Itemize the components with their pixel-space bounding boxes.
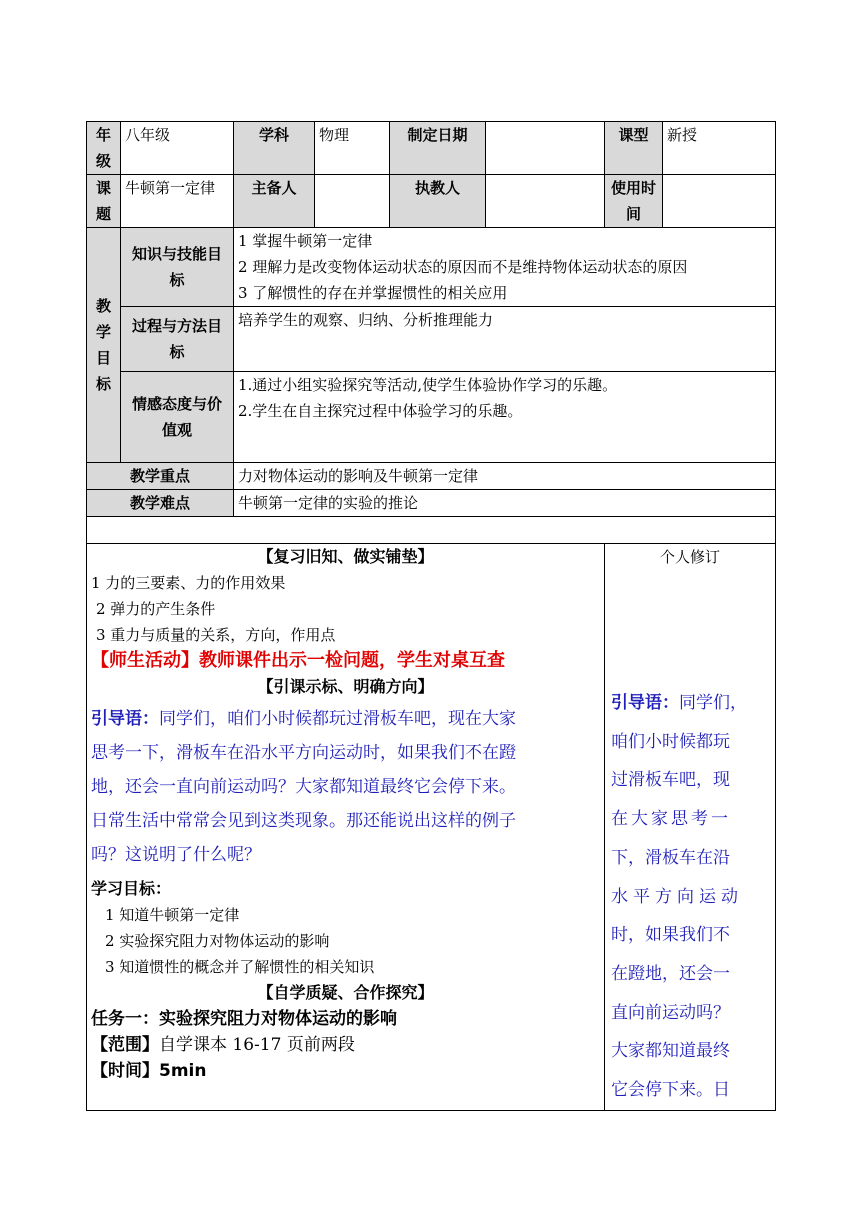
process-label: 过程与方法目标 [121, 307, 234, 372]
goal-item: 2 实验探究阻力对物体运动的影响 [105, 932, 330, 950]
goal-item: 1 知道牛顿第一定律 [105, 906, 240, 924]
teacher-label: 执教人 [390, 175, 486, 228]
topic-value: 牛顿第一定律 [121, 175, 234, 228]
time-value: 5min [159, 1061, 207, 1081]
grade-label: 年级 [87, 122, 121, 175]
lesson-content [87, 544, 605, 1111]
goal-item: 3 知道惯性的概念并了解惯性的相关知识 [105, 958, 375, 976]
emotion-label: 情感态度与价值观 [121, 372, 234, 463]
side-guide-line: 水平方向运动 [611, 886, 743, 907]
grade-value: 八年级 [121, 122, 234, 175]
guide-line: 地，还会一直向前运动吗？大家都知道最终它会停下来。 [91, 777, 516, 797]
guide-line: 吗？这说明了什么呢？ [91, 845, 261, 865]
side-guide-line: 同学们， [679, 693, 747, 713]
knowledge-content [234, 228, 776, 307]
emotion-content [234, 372, 776, 463]
side-guide-label: 引导语： [611, 693, 679, 713]
side-guide-line: 在大家思考一 [611, 809, 731, 830]
objective-emotion-row [87, 372, 776, 463]
date-label: 制定日期 [390, 122, 486, 175]
task-one: 任务一：实验探究阻力对物体运动的影响 [91, 1009, 397, 1029]
emotion-item: 1.通过小组实验探究等活动,使学生体验协作学习的乐趣。 [238, 376, 618, 394]
lesson-plan-table [86, 121, 776, 1111]
guide-text [91, 702, 600, 872]
goals-label: 学习目标： [91, 879, 172, 898]
objectives-label: 教学目标 [87, 228, 121, 463]
type-label: 课型 [605, 122, 663, 175]
subject-value: 物理 [315, 122, 390, 175]
emotion-item: 2.学生在自主探究过程中体验学习的乐趣。 [238, 402, 523, 420]
difficulty-value: 牛顿第一定律的实验的推论 [234, 490, 776, 517]
side-guide-line: 咱们小时候都玩 [611, 731, 730, 752]
side-guide-text [611, 684, 769, 1110]
range-value: 自学课本 16-17 页前两段 [159, 1035, 355, 1055]
side-guide-line: 下，滑板车在沿 [611, 847, 730, 868]
side-guide-line: 时，如果我们不 [611, 925, 730, 946]
teacher-student-activity: 【师生活动】教师课件出示一检问题，学生对桌互查 [91, 650, 505, 671]
objective-process-row [87, 307, 776, 372]
side-guide-line: 直向前运动吗？ [611, 1002, 730, 1023]
header-row-1 [87, 122, 776, 175]
teacher-value [486, 175, 605, 228]
guide-line: 同学们，咱们小时候都玩过滑板车吧，现在大家 [159, 709, 516, 729]
subject-label: 学科 [234, 122, 315, 175]
lesson-body-row [87, 544, 776, 1111]
usetime-label: 使用时间 [605, 175, 663, 228]
review-item: 2 弹力的产生条件 [96, 600, 216, 618]
difficulty-label: 教学难点 [87, 490, 234, 517]
difficulty-row [87, 490, 776, 517]
objective-knowledge-row [87, 228, 776, 307]
preparer-label: 主备人 [234, 175, 315, 228]
personal-revision-title: 个人修订 [659, 548, 720, 566]
review-item: 3 重力与质量的关系，方向，作用点 [96, 626, 336, 644]
guide-line: 日常生活中常常会见到这类现象。那还能说出这样的例子 [91, 811, 516, 831]
topic-label: 课题 [87, 175, 121, 228]
knowledge-item: 1 掌握牛顿第一定律 [238, 232, 373, 250]
side-guide-line: 在蹬地，还会一 [611, 963, 730, 984]
process-item: 培养学生的观察、归纳、分析推理能力 [238, 311, 494, 329]
process-content [234, 307, 776, 372]
key-point-row [87, 463, 776, 490]
knowledge-item: 3 了解惯性的存在并掌握惯性的相关应用 [238, 284, 508, 302]
review-item: 1 力的三要素、力的作用效果 [91, 574, 286, 592]
preparer-value [315, 175, 390, 228]
side-guide-line: 过滑板车吧，现 [611, 770, 730, 791]
spacer-row [87, 517, 776, 544]
key-point-label: 教学重点 [87, 463, 234, 490]
header-row-2 [87, 175, 776, 228]
personal-revision-column [605, 544, 776, 1111]
self-study-heading: 【自学质疑、合作探究】 [257, 983, 434, 1002]
review-heading: 【复习旧知、做实铺垫】 [257, 547, 434, 566]
usetime-value [663, 175, 776, 228]
guide-label: 引导语： [91, 709, 159, 729]
side-guide-line: 大家都知道最终 [611, 1041, 730, 1062]
side-guide-line: 它会停下来。日 [611, 1080, 730, 1101]
intro-heading: 【引课示标、明确方向】 [257, 677, 434, 696]
type-value: 新授 [663, 122, 776, 175]
knowledge-label: 知识与技能目标 [121, 228, 234, 307]
guide-line: 思考一下，滑板车在沿水平方向运动时，如果我们不在蹬 [91, 743, 516, 763]
key-point-value: 力对物体运动的影响及牛顿第一定律 [234, 463, 776, 490]
range-label: 【范围】 [91, 1035, 159, 1055]
date-value [486, 122, 605, 175]
knowledge-item: 2 理解力是改变物体运动状态的原因而不是维持物体运动状态的原因 [238, 258, 688, 276]
time-label: 【时间】 [91, 1061, 159, 1081]
